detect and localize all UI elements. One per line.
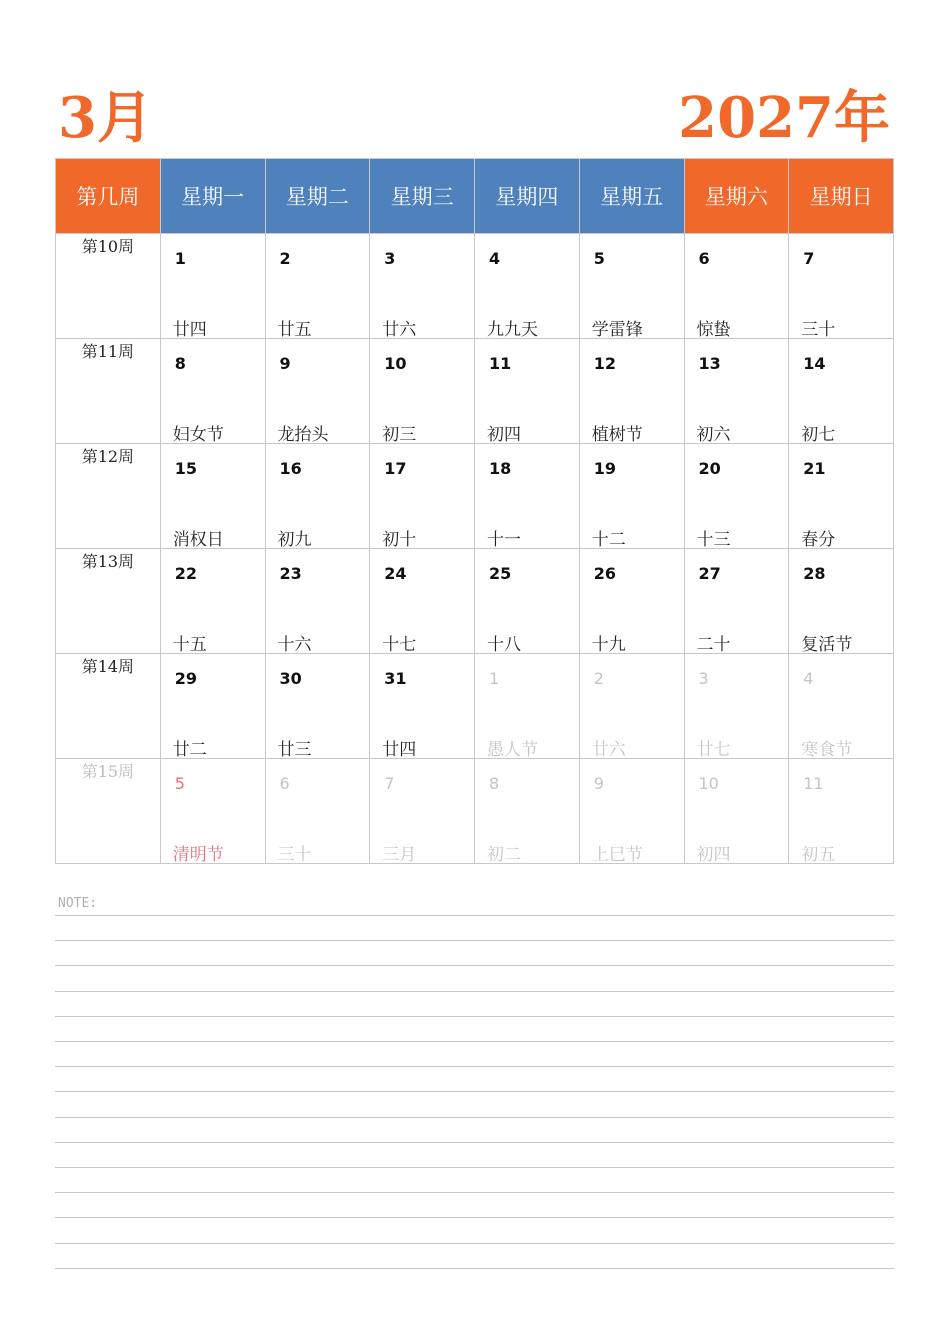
weekday-header: 星期四 [475, 159, 580, 234]
day-cell[interactable] [789, 759, 894, 864]
weekday-header-row [56, 159, 894, 234]
week-row [56, 444, 894, 549]
day-cell[interactable] [579, 339, 684, 444]
note-line [55, 965, 894, 966]
note-line [55, 991, 894, 992]
day-cell[interactable] [684, 444, 789, 549]
note-line [55, 1243, 894, 1244]
lunar-date: 廿六 [591, 740, 626, 760]
day-number: 2 [279, 249, 291, 268]
day-cell[interactable] [265, 759, 370, 864]
day-cell[interactable] [370, 549, 475, 654]
day-number: 15 [174, 459, 198, 478]
note-line [55, 1041, 894, 1042]
day-cell[interactable] [160, 444, 265, 549]
week-row [56, 549, 894, 654]
note-line [55, 1142, 894, 1143]
day-number: 20 [698, 459, 721, 478]
day-number: 13 [698, 354, 721, 373]
day-number: 11 [489, 354, 512, 373]
note-line [55, 1268, 894, 1269]
lunar-date: 廿七 [696, 740, 731, 760]
day-cell[interactable] [475, 339, 580, 444]
lunar-date: 惊蛰 [696, 320, 731, 340]
lunar-date: 廿二 [172, 740, 207, 760]
day-number: 24 [384, 564, 407, 583]
day-number: 22 [174, 564, 198, 583]
calendar-table [55, 158, 894, 864]
note-line [55, 915, 894, 916]
lunar-date: 十九 [591, 635, 626, 655]
day-cell[interactable] [265, 654, 370, 759]
lunar-date: 初五 [801, 845, 836, 865]
day-cell[interactable] [370, 234, 475, 339]
day-number: 6 [698, 249, 710, 268]
day-number: 10 [384, 354, 407, 373]
lunar-date: 寒食节 [801, 740, 853, 760]
day-cell[interactable] [789, 339, 894, 444]
day-number: 28 [803, 564, 826, 583]
day-number: 14 [803, 354, 826, 373]
month-title: 3月 [58, 85, 153, 151]
note-line [55, 1217, 894, 1218]
day-cell[interactable] [579, 549, 684, 654]
day-cell[interactable] [684, 234, 789, 339]
day-cell[interactable] [160, 549, 265, 654]
lunar-date: 春分 [801, 530, 836, 550]
lunar-date: 三十 [277, 845, 312, 865]
day-number: 3 [698, 669, 709, 688]
day-number: 7 [384, 774, 395, 793]
lunar-date: 消权日 [172, 530, 224, 550]
day-cell[interactable] [265, 549, 370, 654]
day-cell[interactable] [370, 444, 475, 549]
lunar-date: 十七 [382, 635, 417, 655]
day-cell[interactable] [684, 759, 789, 864]
weekday-header: 星期三 [370, 159, 475, 234]
lunar-date: 初十 [382, 530, 417, 550]
week-row [56, 654, 894, 759]
day-cell[interactable] [475, 234, 580, 339]
note-line [55, 1167, 894, 1168]
day-cell[interactable] [370, 339, 475, 444]
lunar-date: 初四 [487, 425, 521, 445]
day-number: 8 [174, 354, 186, 373]
lunar-date: 龙抬头 [277, 425, 329, 445]
lunar-date: 初四 [696, 845, 731, 865]
week-number-cell: 第15周 [56, 759, 161, 864]
day-number: 4 [803, 669, 814, 688]
lunar-date: 十一 [487, 530, 521, 550]
day-cell[interactable] [579, 444, 684, 549]
day-cell[interactable] [160, 234, 265, 339]
lunar-date: 上巳节 [591, 845, 643, 865]
lunar-date: 学雷锋 [591, 320, 643, 340]
week-row [56, 339, 894, 444]
day-cell[interactable] [370, 654, 475, 759]
day-number: 25 [489, 564, 512, 583]
day-number: 19 [593, 459, 617, 478]
day-cell[interactable] [265, 234, 370, 339]
day-number: 12 [593, 354, 617, 373]
day-number: 1 [489, 669, 500, 688]
day-cell[interactable] [475, 759, 580, 864]
day-number: 30 [279, 669, 302, 688]
day-number: 17 [384, 459, 407, 478]
lunar-date: 妇女节 [172, 425, 224, 445]
weekday-header: 星期日 [789, 159, 894, 234]
day-number: 23 [279, 564, 302, 583]
day-number: 7 [803, 249, 815, 268]
week-number-header: 第几周 [56, 159, 161, 234]
week-row [56, 759, 894, 864]
day-cell[interactable] [475, 549, 580, 654]
day-cell[interactable] [684, 339, 789, 444]
weekday-header: 星期二 [265, 159, 370, 234]
day-cell[interactable] [684, 654, 789, 759]
day-cell[interactable] [160, 654, 265, 759]
day-number: 3 [384, 249, 396, 268]
day-cell[interactable] [789, 654, 894, 759]
week-row [56, 234, 894, 339]
day-number: 18 [489, 459, 512, 478]
lunar-date: 廿五 [277, 320, 312, 340]
day-cell[interactable] [160, 759, 265, 864]
day-number: 16 [279, 459, 302, 478]
day-cell[interactable] [475, 444, 580, 549]
lunar-date: 十五 [172, 635, 207, 655]
lunar-date: 植树节 [591, 425, 643, 445]
lunar-date: 初七 [801, 425, 836, 445]
note-line [55, 1117, 894, 1118]
day-cell[interactable] [265, 444, 370, 549]
day-cell[interactable] [789, 234, 894, 339]
day-number: 29 [174, 669, 198, 688]
note-line [55, 1091, 894, 1092]
day-cell[interactable] [579, 654, 684, 759]
day-number: 26 [593, 564, 617, 583]
lunar-date: 三十 [801, 320, 836, 340]
lunar-date: 九九天 [487, 320, 538, 340]
note-line [55, 1192, 894, 1193]
week-number-cell: 第13周 [56, 549, 161, 654]
lunar-date: 十三 [696, 530, 731, 550]
lunar-date: 廿四 [382, 740, 417, 760]
weekday-header: 星期一 [160, 159, 265, 234]
day-number: 10 [698, 774, 719, 793]
weekday-header: 星期六 [684, 159, 789, 234]
day-cell[interactable] [789, 444, 894, 549]
day-cell[interactable] [789, 549, 894, 654]
lunar-date: 复活节 [801, 635, 853, 655]
note-line [55, 940, 894, 941]
lunar-date: 十二 [591, 530, 626, 550]
lunar-date: 十八 [487, 635, 521, 655]
day-cell[interactable] [160, 339, 265, 444]
lunar-date: 廿三 [277, 740, 312, 760]
day-cell[interactable] [370, 759, 475, 864]
day-number: 21 [803, 459, 826, 478]
day-number: 2 [593, 669, 604, 688]
lunar-date: 初二 [487, 845, 521, 865]
lunar-date: 十六 [277, 635, 312, 655]
lunar-date: 初九 [277, 530, 312, 550]
day-number: 1 [174, 249, 186, 268]
day-number: 27 [698, 564, 721, 583]
lunar-date: 三月 [382, 845, 417, 865]
day-number: 4 [489, 249, 501, 268]
day-cell[interactable] [579, 759, 684, 864]
week-number-cell: 第11周 [56, 339, 161, 444]
day-number: 11 [803, 774, 824, 793]
weekday-header: 星期五 [579, 159, 684, 234]
week-number-cell: 第14周 [56, 654, 161, 759]
note-label: NOTE: [58, 896, 98, 911]
day-number: 5 [174, 774, 185, 793]
note-line [55, 1016, 894, 1017]
day-number: 6 [279, 774, 290, 793]
note-line [55, 1066, 894, 1067]
week-number-cell: 第10周 [56, 234, 161, 339]
lunar-date: 廿六 [382, 320, 417, 340]
day-number: 9 [593, 774, 604, 793]
day-number: 5 [593, 249, 605, 268]
lunar-date: 初六 [696, 425, 731, 445]
week-number-cell: 第12周 [56, 444, 161, 549]
day-number: 31 [384, 669, 407, 688]
day-cell[interactable] [475, 654, 580, 759]
day-cell[interactable] [579, 234, 684, 339]
day-cell[interactable] [265, 339, 370, 444]
day-number: 9 [279, 354, 291, 373]
lunar-date: 初三 [382, 425, 417, 445]
day-number: 8 [489, 774, 500, 793]
day-cell[interactable] [684, 549, 789, 654]
lunar-date: 清明节 [172, 845, 224, 865]
lunar-date: 二十 [696, 635, 731, 655]
lunar-date: 廿四 [172, 320, 207, 340]
lunar-date: 愚人节 [487, 740, 538, 760]
year-title: 2027年 [678, 85, 890, 151]
